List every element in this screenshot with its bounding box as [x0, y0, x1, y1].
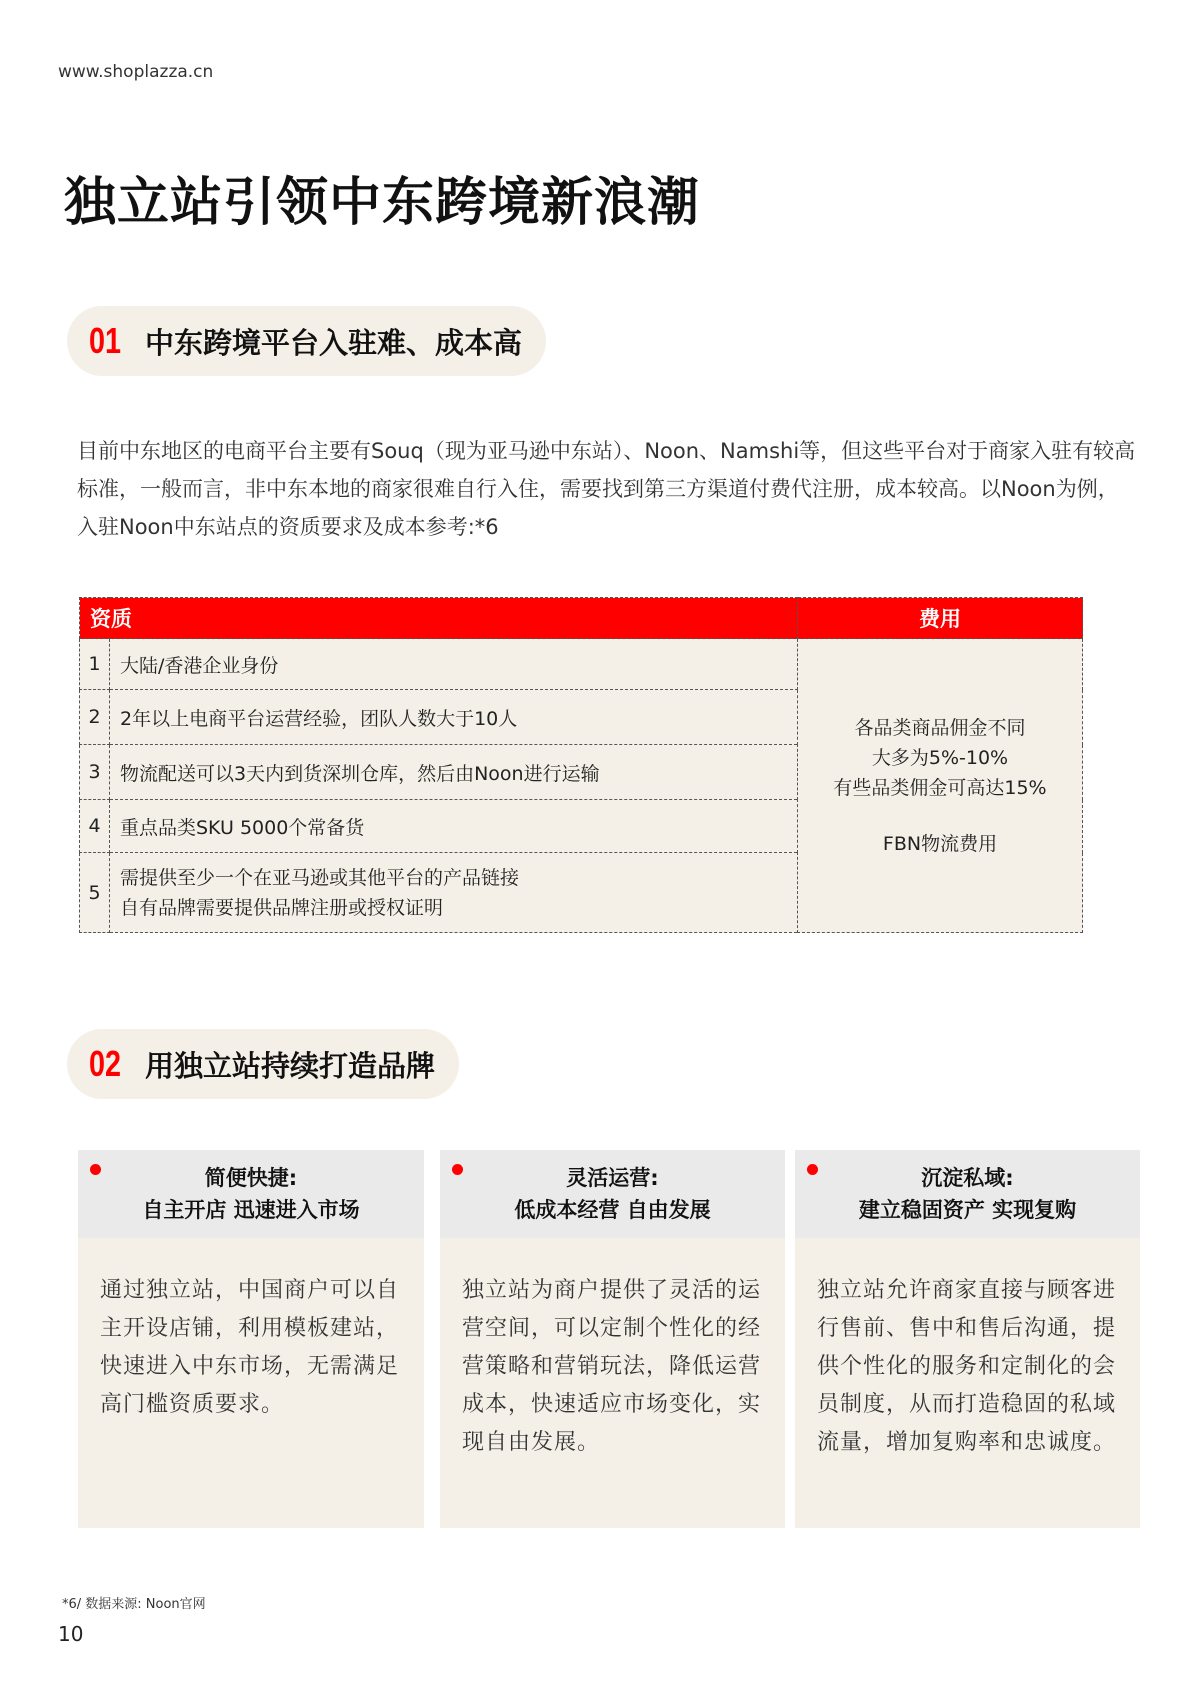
bullet-dot-icon [90, 1164, 101, 1175]
intro-paragraph: 目前中东地区的电商平台主要有Souq（现为亚马逊中东站）、Noon、Namshi等，但这些平台对于商家入驻有较高标准，一般而言，非中东本地的商家很难自行入住，需要找到第三方渠道付费代注册，成本较高。以Noon为例，入驻Noon中东站点的资质要求及成本参考:*6 [77, 439, 1136, 539]
header-qualification: 资质 [80, 598, 798, 639]
qualification-line: 需提供至少一个在亚马逊或其他平台的产品链接 [120, 866, 520, 889]
row-qualification: 重点品类SKU 5000个常备货 [110, 800, 798, 853]
section-title: 中东跨境平台入驻难、成本高 [145, 325, 523, 360]
row-number: 1 [80, 639, 110, 690]
fee-line: FBN物流费用 [882, 832, 998, 855]
bullet-dot-icon [807, 1164, 818, 1175]
fee-line: 有些品类佣金可高达15% [833, 776, 1047, 799]
feature-card-convenience [78, 1150, 424, 1528]
section-heading-02 [67, 1029, 459, 1099]
card-header [78, 1150, 424, 1238]
card-body: 独立站为商户提供了灵活的运营空间，可以定制个性化的经营策略和营销玩法，降低运营成本，快速适应市场变化，实现自由发展。 [462, 1278, 762, 1455]
footnote: *6/ 数据来源: Noon官网 [62, 1597, 206, 1612]
card-title: 灵活运营: [566, 1166, 659, 1190]
feature-card-private-traffic [795, 1150, 1140, 1528]
row-qualification: 大陆/香港企业身份 [110, 639, 798, 690]
card-subtitle: 建立稳固资产 实现复购 [858, 1198, 1077, 1222]
row-qualification [110, 853, 798, 933]
card-subtitle: 低成本经营 自由发展 [514, 1198, 711, 1222]
fee-line: 大多为5%-10% [871, 746, 1009, 769]
table-header [80, 598, 1083, 639]
site-url: www.shoplazza.cn [58, 62, 214, 82]
card-header [795, 1150, 1140, 1238]
page-number: 10 [58, 1622, 84, 1646]
card-subtitle: 自主开店 迅速进入市场 [142, 1198, 360, 1222]
card-title: 简便快捷: [204, 1166, 298, 1190]
section-number: 01 [89, 320, 122, 361]
row-qualification: 2年以上电商平台运营经验，团队人数大于10人 [110, 690, 798, 745]
requirements-table [79, 597, 1083, 933]
row-qualification: 物流配送可以3天内到货深圳仓库，然后由Noon进行运输 [110, 745, 798, 800]
page-title: 独立站引领中东跨境新浪潮 [64, 173, 701, 233]
row-number: 2 [80, 690, 110, 745]
row-number: 5 [80, 853, 110, 933]
section-heading-01 [67, 306, 546, 376]
card-title: 沉淀私域: [921, 1166, 1014, 1190]
feature-card-flexible [440, 1150, 785, 1528]
card-body: 通过独立站，中国商户可以自主开设店铺，利用模板建站，快速进入中东市场，无需满足高门槛资质要求。 [100, 1278, 400, 1417]
table-row [80, 639, 1083, 690]
row-number: 3 [80, 745, 110, 800]
card-body: 独立站允许商家直接与顾客进行售前、售中和售后沟通，提供个性化的服务和定制化的会员制度，从而打造稳固的私域流量，增加复购率和忠诚度。 [817, 1278, 1117, 1455]
card-header [440, 1150, 785, 1238]
header-fee: 费用 [798, 598, 1083, 639]
row-number: 4 [80, 800, 110, 853]
fee-cell [798, 639, 1083, 933]
qualification-line: 自有品牌需要提供品牌注册或授权证明 [120, 896, 444, 919]
section-title: 用独立站持续打造品牌 [145, 1048, 436, 1083]
fee-line: 各品类商品佣金不同 [854, 716, 1026, 739]
section-number: 02 [89, 1043, 122, 1084]
bullet-dot-icon [452, 1164, 463, 1175]
